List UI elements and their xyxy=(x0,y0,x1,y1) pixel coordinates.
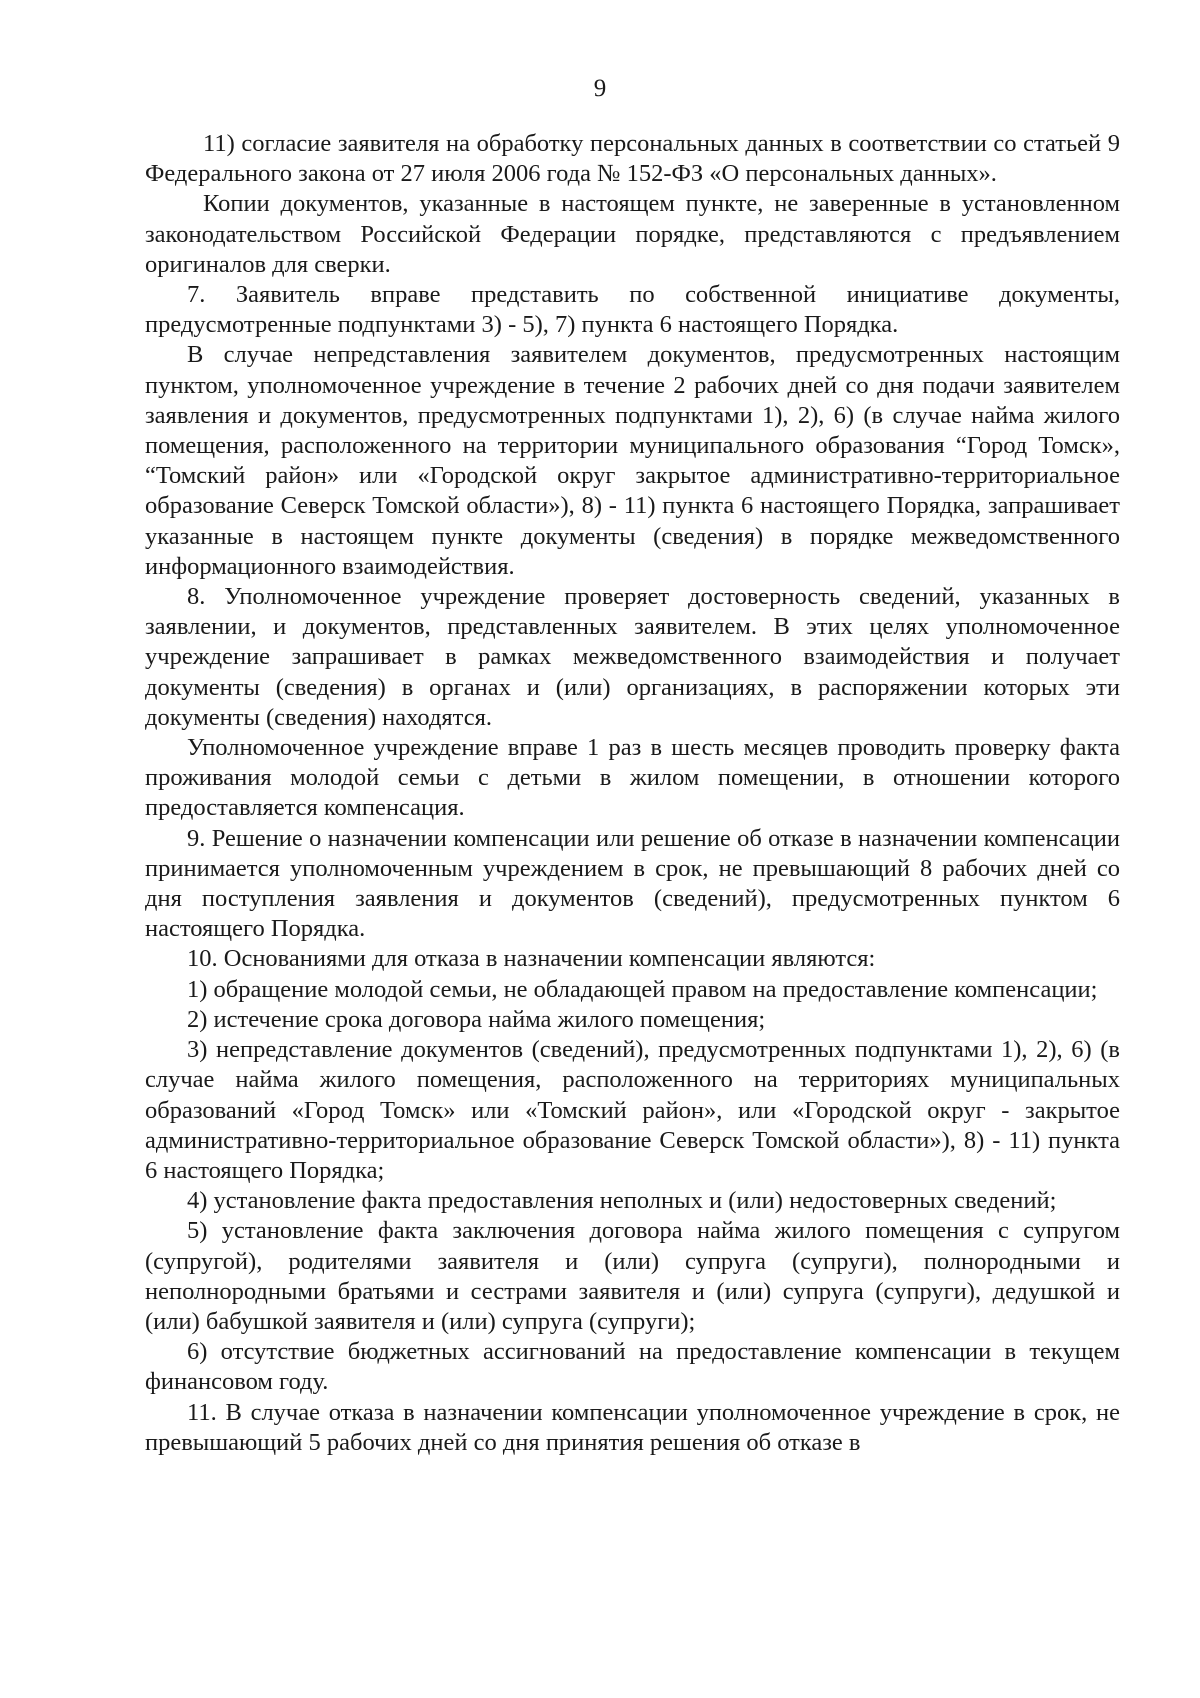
paragraph-clause-11: 11. В случае отказа в назначении компенсации уполномоченное учреждение в срок, не превышающий 5 рабочих дней со дня принятия решения об отказе в xyxy=(145,1398,1120,1456)
page-number: 9 xyxy=(593,75,607,102)
paragraph-refusal-reason-4: 4) установление факта предоставления неполных и (или) недостоверных сведений; xyxy=(187,1187,1057,1215)
paragraph-refusal-reason-6: 6) отсутствие бюджетных ассигнований на предоставление компенсации в текущем финансовом году. xyxy=(145,1338,1120,1396)
paragraph-clause-9: 9. Решение о назначении компенсации или решение об отказе в назначении компенсации принимается уполномоченным учреждением в срок, не превышающий 8 рабочих дней со дня поступления заявления и документов (сведений), предусмотренных пунктом 6 настоящего Порядка. xyxy=(145,824,1120,943)
paragraph-refusal-reason-5: 5) установление факта заключения договора найма жилого помещения с супругом (супругой), родителями заявителя и (или) супруга (супруги), полнородными и неполнородными братьями и сестрами заявителя и (или) супруга (супруги), дедушкой и (или) бабушкой заявителя и (или) супруга (супруги); xyxy=(145,1217,1120,1335)
paragraph-refusal-reason-3: 3) непредставление документов (сведений), предусмотренных подпунктами 1), 2), 6) (в случае найма жилого помещения, расположенного на территориях муниципальных образований «Город Томск» или «Томский район», или «Городской округ - закрытое административно-территориальное образование Северск Томской области»), 8) - 11) пункта 6 настоящего Порядка; xyxy=(145,1036,1120,1184)
paragraph-refusal-reason-2: 2) истечение срока договора найма жилого помещения; xyxy=(187,1005,766,1033)
paragraph-copies-note: Копии документов, указанные в настоящем пункте, не заверенные в установленном законодательством Российской Федерации порядке, представляются с предъявлением оригиналов для сверки. xyxy=(145,190,1120,278)
paragraph-clause-10: 10. Основаниями для отказа в назначении компенсации являются: xyxy=(187,945,876,973)
paragraph-refusal-reason-1: 1) обращение молодой семьи, не обладающей правом на предоставление компенсации; xyxy=(187,975,1098,1003)
paragraph-clause-7: 7. Заявитель вправе представить по собственной инициативе документы, предусмотренные подпунктами 3) - 5), 7) пункта 6 настоящего Порядка. xyxy=(145,281,1120,339)
paragraph-item-11-consent: 11) согласие заявителя на обработку персональных данных в соответствии со статьей 9 Федерального закона от 27 июля 2006 года № 152-ФЗ «О персональных данных». xyxy=(145,130,1120,188)
paragraph-residence-check: Уполномоченное учреждение вправе 1 раз в шесть месяцев проводить проверку факта проживания молодой семьи с детьми в жилом помещении, в отношении которого предоставляется компенсация. xyxy=(145,734,1120,822)
document-body xyxy=(145,129,1120,1458)
paragraph-clause-8: 8. Уполномоченное учреждение проверяет достоверность сведений, указанных в заявлении, и документов, представленных заявителем. В этих целях уполномоченное учреждение запрашивает в рамках межведомственного взаимодействия и получает документы (сведения) в органах и (или) организациях, в распоряжении которых эти документы (сведения) находятся. xyxy=(145,583,1120,731)
paragraph-interagency-request: В случае непредставления заявителем документов, предусмотренных настоящим пунктом, уполномоченное учреждение в течение 2 рабочих дней со дня подачи заявителем заявления и документов, предусмотренных подпунктами 1), 2), 6) (в случае найма жилого помещения, расположенного на территории муниципального образования “Город Томск», “Томский район» или «Городской округ закрытое административно-территориальное образование Северск Томской области»), 8) - 11) пункта 6 настоящего Порядка, запрашивает указанные в настоящем пункте документы (сведения) в порядке межведомственного информационного взаимодействия. xyxy=(145,341,1120,580)
